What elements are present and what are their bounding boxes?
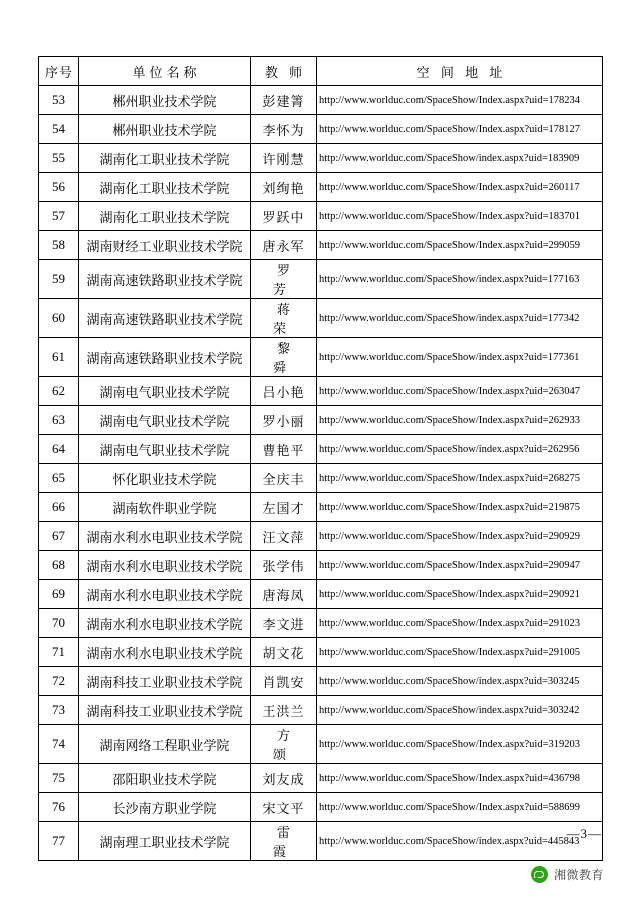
cell-index: 67 <box>39 522 79 551</box>
column-header-index: 序号 <box>39 57 79 86</box>
cell-unit-name: 湖南财经工业职业技术学院 <box>79 231 251 260</box>
table-row <box>39 406 603 435</box>
cell-space-address[interactable]: http://www.worlduc.com/SpaceShow/Index.aspx?uid=290947 <box>317 551 603 580</box>
cell-space-address[interactable]: http://www.worlduc.com/SpaceShow/Index.aspx?uid=263047 <box>317 377 603 406</box>
cell-space-address[interactable]: http://www.worlduc.com/SpaceShow/Index.aspx?uid=319203 <box>317 725 603 764</box>
cell-unit-name: 湖南化工职业技术学院 <box>79 173 251 202</box>
cell-index: 54 <box>39 115 79 144</box>
cell-index: 77 <box>39 822 79 861</box>
cell-space-address[interactable]: http://www.worlduc.com/SpaceShow/Index.aspx?uid=588699 <box>317 793 603 822</box>
table-row <box>39 551 603 580</box>
cell-space-address[interactable]: http://www.worlduc.com/SpaceShow/index.aspx?uid=445843 <box>317 822 603 861</box>
cell-unit-name: 长沙南方职业学院 <box>79 793 251 822</box>
cell-space-address[interactable]: http://www.worlduc.com/SpaceShow/Index.aspx?uid=183701 <box>317 202 603 231</box>
table-row <box>39 202 603 231</box>
footer-brand-label: 湘微教育 <box>553 868 604 882</box>
cell-index: 66 <box>39 493 79 522</box>
cell-unit-name: 湖南水利水电职业技术学院 <box>79 638 251 667</box>
cell-space-address[interactable]: http://www.worlduc.com/SpaceShow/index.aspx?uid=262956 <box>317 435 603 464</box>
cell-teacher-name: 唐海凤 <box>251 580 317 609</box>
cell-space-address[interactable]: http://www.worlduc.com/SpaceShow/Index.aspx?uid=260117 <box>317 173 603 202</box>
cell-unit-name: 湖南高速铁路职业技术学院 <box>79 299 251 338</box>
table-row <box>39 580 603 609</box>
cell-index: 72 <box>39 667 79 696</box>
cell-unit-name: 怀化职业技术学院 <box>79 464 251 493</box>
cell-teacher-name: 左国才 <box>251 493 317 522</box>
column-header-teacher: 教 师 <box>251 57 317 86</box>
cell-teacher-name: 吕小艳 <box>251 377 317 406</box>
cell-teacher-name: 罗 芳 <box>251 260 317 299</box>
cell-teacher-name: 方 颂 <box>251 725 317 764</box>
cell-space-address[interactable]: http://www.worlduc.com/SpaceShow/Index.aspx?uid=299059 <box>317 231 603 260</box>
cell-unit-name: 湖南电气职业技术学院 <box>79 435 251 464</box>
cell-index: 63 <box>39 406 79 435</box>
cell-teacher-name: 彭建箐 <box>251 86 317 115</box>
cell-space-address[interactable]: http://www.worlduc.com/SpaceShow/Index.aspx?uid=291005 <box>317 638 603 667</box>
cell-index: 76 <box>39 793 79 822</box>
table-row <box>39 725 603 764</box>
table-row <box>39 86 603 115</box>
table-row <box>39 696 603 725</box>
cell-index: 73 <box>39 696 79 725</box>
table-row <box>39 609 603 638</box>
cell-teacher-name: 许刚慧 <box>251 144 317 173</box>
cell-unit-name: 湖南水利水电职业技术学院 <box>79 609 251 638</box>
table-row <box>39 667 603 696</box>
cell-unit-name: 湖南科技工业职业技术学院 <box>79 696 251 725</box>
table-row <box>39 638 603 667</box>
cell-space-address[interactable]: http://www.worlduc.com/SpaceShow/Index.aspx?uid=291023 <box>317 609 603 638</box>
table-row <box>39 377 603 406</box>
cell-index: 62 <box>39 377 79 406</box>
cell-teacher-name: 刘友成 <box>251 764 317 793</box>
cell-unit-name: 湖南化工职业技术学院 <box>79 144 251 173</box>
cell-teacher-name: 胡文花 <box>251 638 317 667</box>
cell-teacher-name: 雷 霞 <box>251 822 317 861</box>
cell-unit-name: 郴州职业技术学院 <box>79 115 251 144</box>
cell-space-address[interactable]: http://www.worlduc.com/SpaceShow/index.aspx?uid=303245 <box>317 667 603 696</box>
cell-index: 61 <box>39 338 79 377</box>
cell-space-address[interactable]: http://www.worlduc.com/SpaceShow/Index.aspx?uid=436798 <box>317 764 603 793</box>
table-row <box>39 435 603 464</box>
page-number: —3— <box>566 826 602 841</box>
table-row <box>39 231 603 260</box>
cell-teacher-name: 蒋 荣 <box>251 299 317 338</box>
cell-index: 74 <box>39 725 79 764</box>
cell-teacher-name: 肖凯安 <box>251 667 317 696</box>
cell-unit-name: 湖南科技工业职业技术学院 <box>79 667 251 696</box>
table-row <box>39 493 603 522</box>
cell-unit-name: 湖南电气职业技术学院 <box>79 406 251 435</box>
teacher-space-table-container <box>38 56 602 861</box>
table-header-row <box>39 57 603 86</box>
cell-index: 65 <box>39 464 79 493</box>
cell-space-address[interactable]: http://www.worlduc.com/SpaceShow/Index.aspx?uid=290921 <box>317 580 603 609</box>
table-body <box>39 86 603 861</box>
cell-teacher-name: 汪文萍 <box>251 522 317 551</box>
cell-teacher-name: 全庆丰 <box>251 464 317 493</box>
cell-unit-name: 湖南电气职业技术学院 <box>79 377 251 406</box>
teacher-space-table <box>38 56 603 861</box>
table-row <box>39 115 603 144</box>
cell-index: 58 <box>39 231 79 260</box>
table-row <box>39 522 603 551</box>
cell-unit-name: 湖南软件职业学院 <box>79 493 251 522</box>
cell-teacher-name: 唐永军 <box>251 231 317 260</box>
cell-teacher-name: 黎 舜 <box>251 338 317 377</box>
table-row <box>39 793 603 822</box>
cell-index: 75 <box>39 764 79 793</box>
cell-unit-name: 湖南水利水电职业技术学院 <box>79 551 251 580</box>
footer-brand <box>531 866 604 883</box>
table-row <box>39 260 603 299</box>
cell-teacher-name: 罗跃中 <box>251 202 317 231</box>
cell-index: 59 <box>39 260 79 299</box>
cell-teacher-name: 宋文平 <box>251 793 317 822</box>
table-row <box>39 299 603 338</box>
table-row <box>39 764 603 793</box>
cell-index: 56 <box>39 173 79 202</box>
cell-unit-name: 湖南高速铁路职业技术学院 <box>79 260 251 299</box>
column-header-unit: 单位名称 <box>79 57 251 86</box>
cell-teacher-name: 刘绚艳 <box>251 173 317 202</box>
table-row <box>39 173 603 202</box>
cell-index: 71 <box>39 638 79 667</box>
cell-space-address[interactable]: http://www.worlduc.com/SpaceShow/Index.aspx?uid=178234 <box>317 86 603 115</box>
cell-space-address[interactable]: http://www.worlduc.com/SpaceShow/Index.aspx?uid=219875 <box>317 493 603 522</box>
cell-unit-name: 湖南水利水电职业技术学院 <box>79 580 251 609</box>
table-row <box>39 464 603 493</box>
cell-space-address[interactable]: http://www.worlduc.com/SpaceShow/index.aspx?uid=177163 <box>317 260 603 299</box>
cell-teacher-name: 罗小丽 <box>251 406 317 435</box>
cell-unit-name: 湖南化工职业技术学院 <box>79 202 251 231</box>
cell-teacher-name: 张学伟 <box>251 551 317 580</box>
cell-index: 60 <box>39 299 79 338</box>
cell-space-address[interactable]: http://www.worlduc.com/SpaceShow/Index.aspx?uid=178127 <box>317 115 603 144</box>
cell-index: 68 <box>39 551 79 580</box>
cell-index: 57 <box>39 202 79 231</box>
cell-teacher-name: 曹艳平 <box>251 435 317 464</box>
cell-unit-name: 郴州职业技术学院 <box>79 86 251 115</box>
cell-unit-name: 湖南理工职业技术学院 <box>79 822 251 861</box>
cell-index: 53 <box>39 86 79 115</box>
cell-space-address[interactable]: http://www.worlduc.com/SpaceShow/index.aspx?uid=177342 <box>317 299 603 338</box>
cell-index: 64 <box>39 435 79 464</box>
cell-teacher-name: 李文进 <box>251 609 317 638</box>
cell-space-address[interactable]: http://www.worlduc.com/SpaceShow/Index.aspx?uid=262933 <box>317 406 603 435</box>
table-row <box>39 338 603 377</box>
cell-teacher-name: 王洪兰 <box>251 696 317 725</box>
cell-unit-name: 湖南高速铁路职业技术学院 <box>79 338 251 377</box>
cell-space-address[interactable]: http://www.worlduc.com/SpaceShow/Index.aspx?uid=290929 <box>317 522 603 551</box>
wechat-logo-icon <box>531 866 548 883</box>
cell-space-address[interactable]: http://www.worlduc.com/SpaceShow/index.aspx?uid=303242 <box>317 696 603 725</box>
cell-unit-name: 湖南水利水电职业技术学院 <box>79 522 251 551</box>
cell-space-address[interactable]: http://www.worlduc.com/SpaceShow/index.aspx?uid=177361 <box>317 338 603 377</box>
cell-index: 55 <box>39 144 79 173</box>
column-header-address: 空 间 地 址 <box>317 57 603 86</box>
cell-unit-name: 邵阳职业技术学院 <box>79 764 251 793</box>
cell-teacher-name: 李怀为 <box>251 115 317 144</box>
cell-unit-name: 湖南网络工程职业学院 <box>79 725 251 764</box>
table-header <box>39 57 603 86</box>
cell-index: 70 <box>39 609 79 638</box>
table-row <box>39 822 603 861</box>
cell-space-address[interactable]: http://www.worlduc.com/SpaceShow/Index.aspx?uid=268275 <box>317 464 603 493</box>
table-row <box>39 144 603 173</box>
cell-space-address[interactable]: http://www.worlduc.com/SpaceShow/index.aspx?uid=183909 <box>317 144 603 173</box>
cell-index: 69 <box>39 580 79 609</box>
